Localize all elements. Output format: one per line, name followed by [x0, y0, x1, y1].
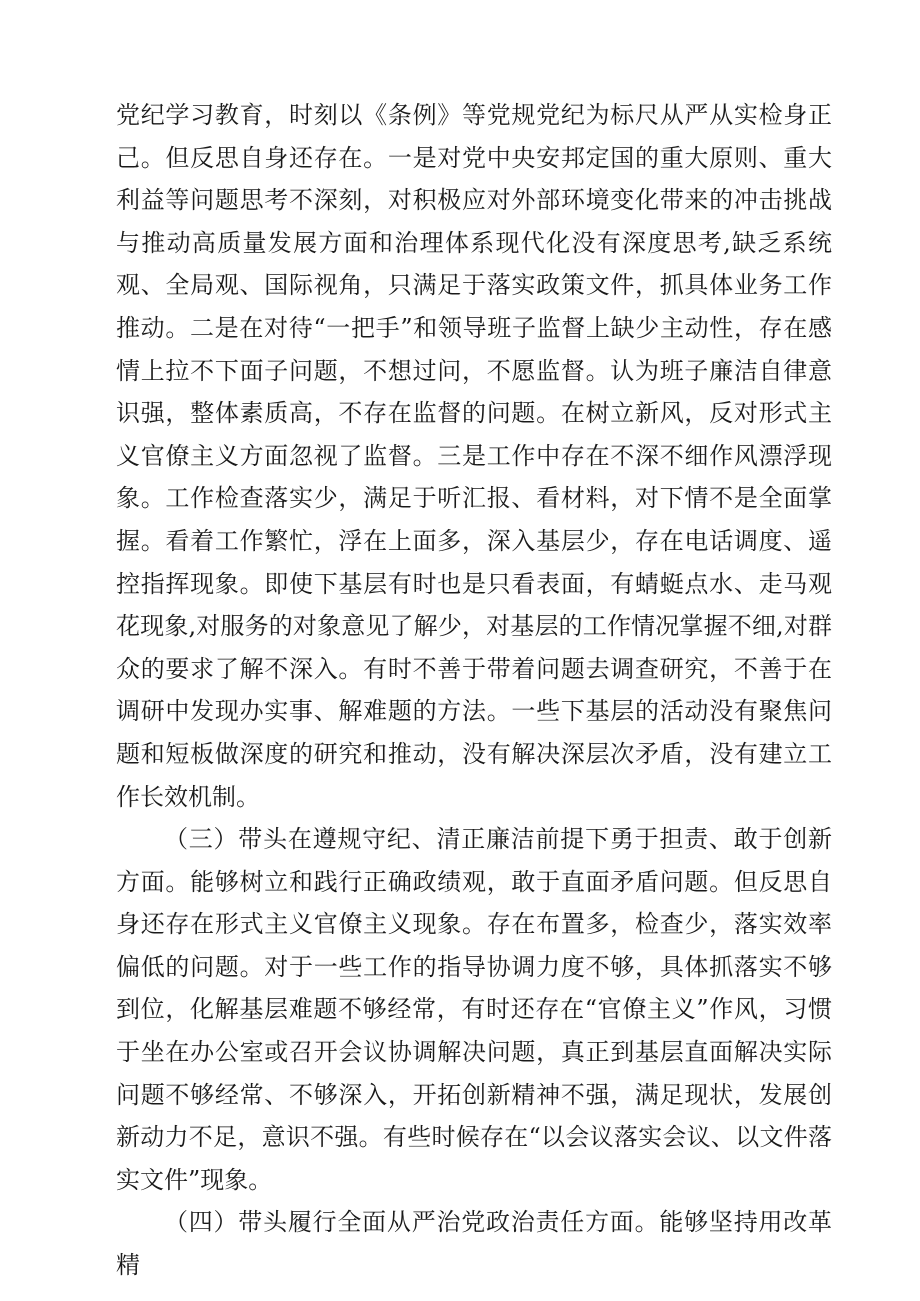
paragraph-continuation: 党纪学习教育，时刻以《条例》等党规党纪为标尺从严从实检身正己。但反思自身还存在。一是对党中央安邦定国的重大原则、重大利益等问题思考不深刻，对积极应对外部环境变化带来的冲击挑战与推动高质量发展方面和治理体系现代化没有深度思考,缺乏系统观、全局观、国际视角，只满足于落实政策文件，抓具体业务工作推动。二是在对待“一把手”和领导班子监督上缺少主动性，存在感情上拉不下面子问题，不想过问，不愿监督。认为班子廉洁自律意识强，整体素质高，不存在监督的问题。在树立新风，反对形式主义官僚主义方面忽视了监督。三是工作中存在不深不细作风漂浮现象。工作检查落实少，满足于听汇报、看材料，对下情不是全面掌握。看着工作繁忙，浮在上面多，深入基层少，存在电话调度、遥控指挥现象。即使下基层有时也是只看表面，有蜻蜓点水、走马观花现象,对服务的对象意见了解少，对基层的工作情况掌握不细,对群众的要求了解不深入。有时不善于带着问题去调查研究，不善于在调研中发现办实事、解难题的方法。一些下基层的活动没有聚焦问题和短板做深度的研究和推动，没有解决深层次矛盾，没有建立工作长效机制。: [116, 101, 832, 811]
body-text: [116, 94, 832, 1287]
paragraph-section-four: （四）带头履行全面从严治党政治责任方面。能够坚持用改革精: [116, 1208, 832, 1280]
paragraph-section-three: （三）带头在遵规守纪、清正廉洁前提下勇于担责、敢于创新方面。能够树立和践行正确政绩观，敢于直面矛盾问题。但反思自身还存在形式主义官僚主义现象。存在布置多，检查少，落实效率偏低的问题。对于一些工作的指导协调力度不够，具体抓落实不够到位，化解基层难题不够经常，有时还存在“官僚主义”作风，习惯于坐在办公室或召开会议协调解决问题，真正到基层直面解决实际问题不够经常、不够深入，开拓创新精神不强，满足现状，发展创新动力不足，意识不强。有些时候存在“以会议落实会议、以文件落实文件”现象。: [116, 825, 832, 1194]
